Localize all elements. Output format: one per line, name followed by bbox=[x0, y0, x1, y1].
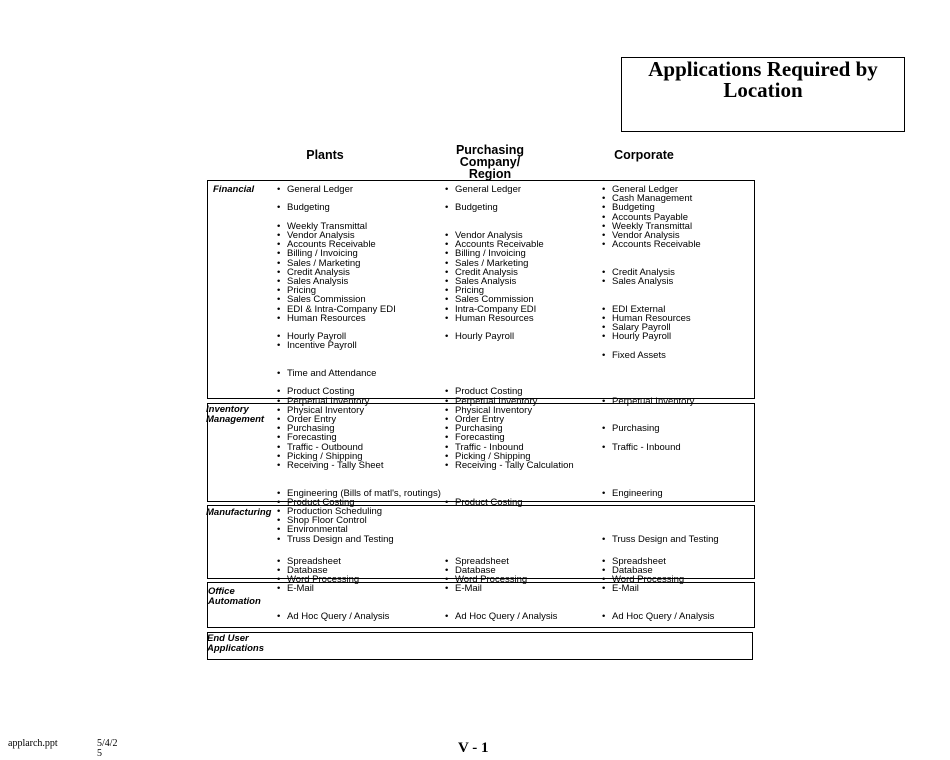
plants-application-item: • Physical Inventory bbox=[287, 406, 364, 416]
corporate-application-item: • Engineering bbox=[612, 489, 663, 499]
purchasing-application-item: • Database bbox=[455, 566, 496, 576]
purchasing-application-item: • Sales Commission bbox=[455, 295, 534, 305]
page-title-line-2: Location bbox=[723, 78, 803, 102]
plants-application-item: • Sales / Marketing bbox=[287, 259, 360, 269]
page-number: V - 1 bbox=[458, 740, 489, 756]
plants-application-item: • Purchasing bbox=[287, 424, 335, 434]
plants-application-item: • E-Mail bbox=[287, 584, 314, 594]
plants-application-item: • EDI & Intra-Company EDI bbox=[287, 305, 396, 315]
plants-application-item: • Receiving - Tally Sheet bbox=[287, 461, 383, 471]
purchasing-application-item: • Receiving - Tally Calculation bbox=[455, 461, 574, 471]
column-header-corporate: Corporate bbox=[614, 148, 674, 162]
corporate-application-item: • Accounts Payable bbox=[612, 213, 688, 223]
plants-application-item: • Forecasting bbox=[287, 433, 337, 443]
corporate-application-item: • Traffic - Inbound bbox=[612, 443, 681, 453]
plants-application-item: • Sales Commission bbox=[287, 295, 366, 305]
purchasing-application-item: • Hourly Payroll bbox=[455, 332, 514, 342]
footer-date-line-2: 5 bbox=[97, 748, 102, 759]
purchasing-application-item: • Credit Analysis bbox=[455, 268, 518, 278]
corporate-application-item: • Accounts Receivable bbox=[612, 240, 701, 250]
corporate-application-item: • Weekly Transmittal bbox=[612, 222, 692, 232]
purchasing-application-item: • Human Resources bbox=[455, 314, 534, 324]
purchasing-application-item: • Pricing bbox=[455, 286, 484, 296]
section-label-financial-line: Financial bbox=[213, 184, 255, 195]
corporate-application-item: • Hourly Payroll bbox=[612, 332, 671, 342]
section-label-office-line-1: Office bbox=[208, 586, 235, 597]
section-label-office-line-2: Automation bbox=[208, 596, 261, 607]
plants-application-item: • Ad Hoc Query / Analysis bbox=[287, 612, 389, 622]
plants-application-item: • Spreadsheet bbox=[287, 557, 341, 567]
plants-application-item: • Truss Design and Testing bbox=[287, 535, 394, 545]
corporate-application-item: • Ad Hoc Query / Analysis bbox=[612, 612, 714, 622]
corporate-application-item: • EDI External bbox=[612, 305, 665, 315]
plants-application-item: • Time and Attendance bbox=[287, 369, 376, 379]
purchasing-application-item: • Ad Hoc Query / Analysis bbox=[455, 612, 557, 622]
section-label-manufacturing-line: Manufacturing bbox=[206, 507, 272, 518]
plants-application-item: • Vendor Analysis bbox=[287, 231, 355, 241]
purchasing-application-item: • Purchasing bbox=[455, 424, 503, 434]
corporate-application-item: • Database bbox=[612, 566, 653, 576]
purchasing-application-item: • Product Costing bbox=[455, 498, 523, 508]
plants-application-item: • Hourly Payroll bbox=[287, 332, 346, 342]
purchasing-application-item: • Sales / Marketing bbox=[455, 259, 528, 269]
plants-application-item: • Human Resources bbox=[287, 314, 366, 324]
plants-application-item: • Credit Analysis bbox=[287, 268, 350, 278]
purchasing-application-item: • E-Mail bbox=[455, 584, 482, 594]
purchasing-application-item: • Word Processing bbox=[455, 575, 527, 585]
section-label-manufacturing bbox=[206, 508, 271, 518]
purchasing-application-item: • Vendor Analysis bbox=[455, 231, 523, 241]
corporate-application-item: • Sales Analysis bbox=[612, 277, 673, 287]
column-header-purchasing-line-3: Region bbox=[468, 167, 512, 181]
plants-application-item: • Production Scheduling bbox=[287, 507, 382, 517]
purchasing-application-item: • Accounts Receivable bbox=[455, 240, 544, 250]
plants-application-item: • Pricing bbox=[287, 286, 316, 296]
section-label-end-user-line-2: Applications bbox=[207, 643, 265, 654]
purchasing-application-item: • Budgeting bbox=[455, 203, 498, 213]
column-header-purchasing bbox=[440, 144, 540, 180]
purchasing-application-item: • Spreadsheet bbox=[455, 557, 509, 567]
plants-application-item: • Database bbox=[287, 566, 328, 576]
purchasing-application-item: • Perpetual Inventory bbox=[455, 397, 537, 407]
page-title bbox=[622, 59, 904, 101]
plants-application-item: • Sales Analysis bbox=[287, 277, 348, 287]
footer-date bbox=[97, 739, 118, 759]
plants-application-item: • Shop Floor Control bbox=[287, 516, 367, 526]
corporate-application-item: • Budgeting bbox=[612, 203, 655, 213]
purchasing-application-item: • Product Costing bbox=[455, 387, 523, 397]
corporate-application-item: • Truss Design and Testing bbox=[612, 535, 719, 545]
section-label-inventory-line-1: Inventory bbox=[206, 404, 249, 415]
plants-application-item: • General Ledger bbox=[287, 185, 353, 195]
section-label-inventory-line-2: Management bbox=[206, 414, 265, 425]
purchasing-application-item: • Forecasting bbox=[455, 433, 505, 443]
corporate-application-item: • Cash Management bbox=[612, 194, 692, 204]
column-header-purchasing-line-2: Company/ bbox=[459, 155, 521, 169]
plants-application-item: • Word Processing bbox=[287, 575, 359, 585]
purchasing-application-item: • Billing / Invoicing bbox=[455, 249, 526, 259]
plants-application-item: • Weekly Transmittal bbox=[287, 222, 367, 232]
corporate-application-item: • Human Resources bbox=[612, 314, 691, 324]
corporate-application-item: • Purchasing bbox=[612, 424, 660, 434]
purchasing-application-item: • Physical Inventory bbox=[455, 406, 532, 416]
section-box-end-user bbox=[207, 632, 753, 660]
purchasing-application-item: • Traffic - Inbound bbox=[455, 443, 524, 453]
plants-application-item: • Picking / Shipping bbox=[287, 452, 363, 462]
corporate-application-item: • E-Mail bbox=[612, 584, 639, 594]
plants-application-item: • Perpetual Inventory bbox=[287, 397, 369, 407]
corporate-application-item: • Fixed Assets bbox=[612, 351, 666, 361]
plants-application-item: • Environmental bbox=[287, 525, 348, 535]
plants-application-item: • Product Costing bbox=[287, 498, 355, 508]
purchasing-application-item: • Sales Analysis bbox=[455, 277, 516, 287]
column-header-purchasing-line-1: Purchasing bbox=[455, 143, 525, 157]
page-title-line-1: Applications Required by bbox=[648, 57, 878, 81]
plants-application-item: • Order Entry bbox=[287, 415, 336, 425]
section-label-inventory bbox=[206, 405, 264, 425]
section-label-end-user bbox=[207, 634, 264, 654]
corporate-application-item: • Spreadsheet bbox=[612, 557, 666, 567]
purchasing-application-item: • Picking / Shipping bbox=[455, 452, 531, 462]
purchasing-application-item: • Order Entry bbox=[455, 415, 504, 425]
footer-filename: applarch.ppt bbox=[8, 738, 58, 749]
plants-application-item: • Engineering (Bills of matl's, routings) bbox=[287, 489, 441, 499]
plants-application-item: • Budgeting bbox=[287, 203, 330, 213]
plants-application-item: • Traffic - Outbound bbox=[287, 443, 363, 453]
purchasing-application-item: • General Ledger bbox=[455, 185, 521, 195]
corporate-application-item: • Vendor Analysis bbox=[612, 231, 680, 241]
section-label-financial bbox=[213, 185, 254, 195]
purchasing-application-item: • Intra-Company EDI bbox=[455, 305, 536, 315]
plants-application-item: • Product Costing bbox=[287, 387, 355, 397]
plants-application-item: • Billing / Invoicing bbox=[287, 249, 358, 259]
corporate-application-item: • General Ledger bbox=[612, 185, 678, 195]
plants-application-item: • Incentive Payroll bbox=[287, 341, 357, 351]
corporate-application-item: • Credit Analysis bbox=[612, 268, 675, 278]
corporate-application-item: • Word Processing bbox=[612, 575, 684, 585]
corporate-application-item: • Perpetual Inventory bbox=[612, 397, 694, 407]
corporate-application-item: • Salary Payroll bbox=[612, 323, 671, 333]
column-header-plants: Plants bbox=[306, 148, 344, 162]
section-label-end-user-line-1: End User bbox=[207, 633, 249, 644]
plants-application-item: • Accounts Receivable bbox=[287, 240, 376, 250]
section-label-office-automation bbox=[208, 587, 261, 607]
footer-date-line-1: 5/4/2 bbox=[97, 738, 118, 749]
title-box bbox=[621, 57, 905, 132]
